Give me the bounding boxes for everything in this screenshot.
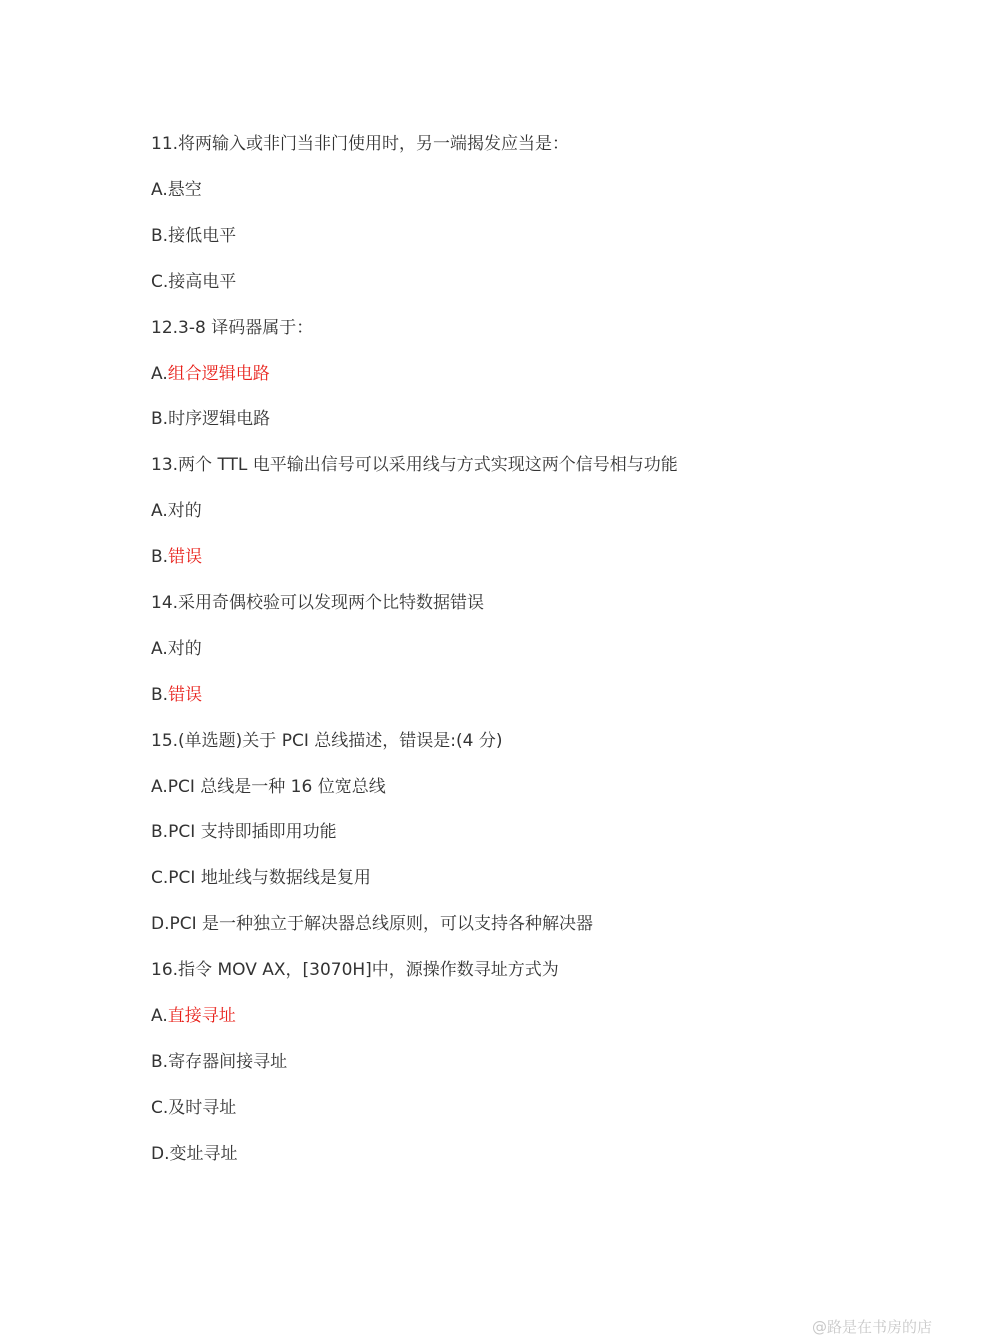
question-12: 12.3-8 译码器属于： — [151, 318, 314, 338]
option-12-b: B.时序逻辑电路 — [151, 409, 271, 429]
option-15-c: C.PCI 地址线与数据线是复用 — [151, 868, 371, 888]
question-14: 14.采用奇偶校验可以发现两个比特数据错误 — [151, 593, 485, 613]
answer-highlight: 组合逻辑电路 — [167, 364, 270, 384]
option-16-d: D.变址寻址 — [151, 1144, 238, 1164]
option-15-b: B.PCI 支持即插即用功能 — [151, 822, 337, 842]
answer-highlight: 错误 — [168, 547, 203, 567]
option-11-a: A.悬空 — [151, 180, 202, 200]
option-16-b: B.寄存器间接寻址 — [151, 1052, 288, 1072]
answer-highlight: 错误 — [168, 685, 203, 705]
watermark: @路是在书房的店 — [812, 1318, 933, 1336]
question-15: 15.(单选题)关于 PCI 总线描述，错误是:(4 分) — [151, 731, 503, 751]
option-11-c: C.接高电平 — [151, 272, 237, 292]
question-13: 13.两个 TTL 电平输出信号可以采用线与方式实现这两个信号相与功能 — [151, 455, 678, 475]
option-16-c: C.及时寻址 — [151, 1098, 237, 1118]
option-15-d: D.PCI 是一种独立于解决器总线原则，可以支持各种解决器 — [151, 914, 594, 934]
option-11-b: B.接低电平 — [151, 226, 237, 246]
option-14-a: A.对的 — [151, 639, 202, 659]
option-13-a: A.对的 — [151, 501, 202, 521]
answer-highlight: 直接寻址 — [167, 1006, 236, 1026]
option-15-a: A.PCI 总线是一种 16 位宽总线 — [151, 777, 386, 797]
option-13-b-answer: B.错误 — [151, 547, 203, 567]
option-16-a-answer: A.直接寻址 — [151, 1006, 236, 1026]
question-16: 16.指令 MOV AX，[3070H]中，源操作数寻址方式为 — [151, 960, 559, 980]
option-14-b-answer: B.错误 — [151, 685, 203, 705]
question-11: 11.将两输入或非门当非门使用时，另一端揭发应当是： — [151, 134, 570, 154]
option-12-a-answer: A.组合逻辑电路 — [151, 364, 270, 384]
